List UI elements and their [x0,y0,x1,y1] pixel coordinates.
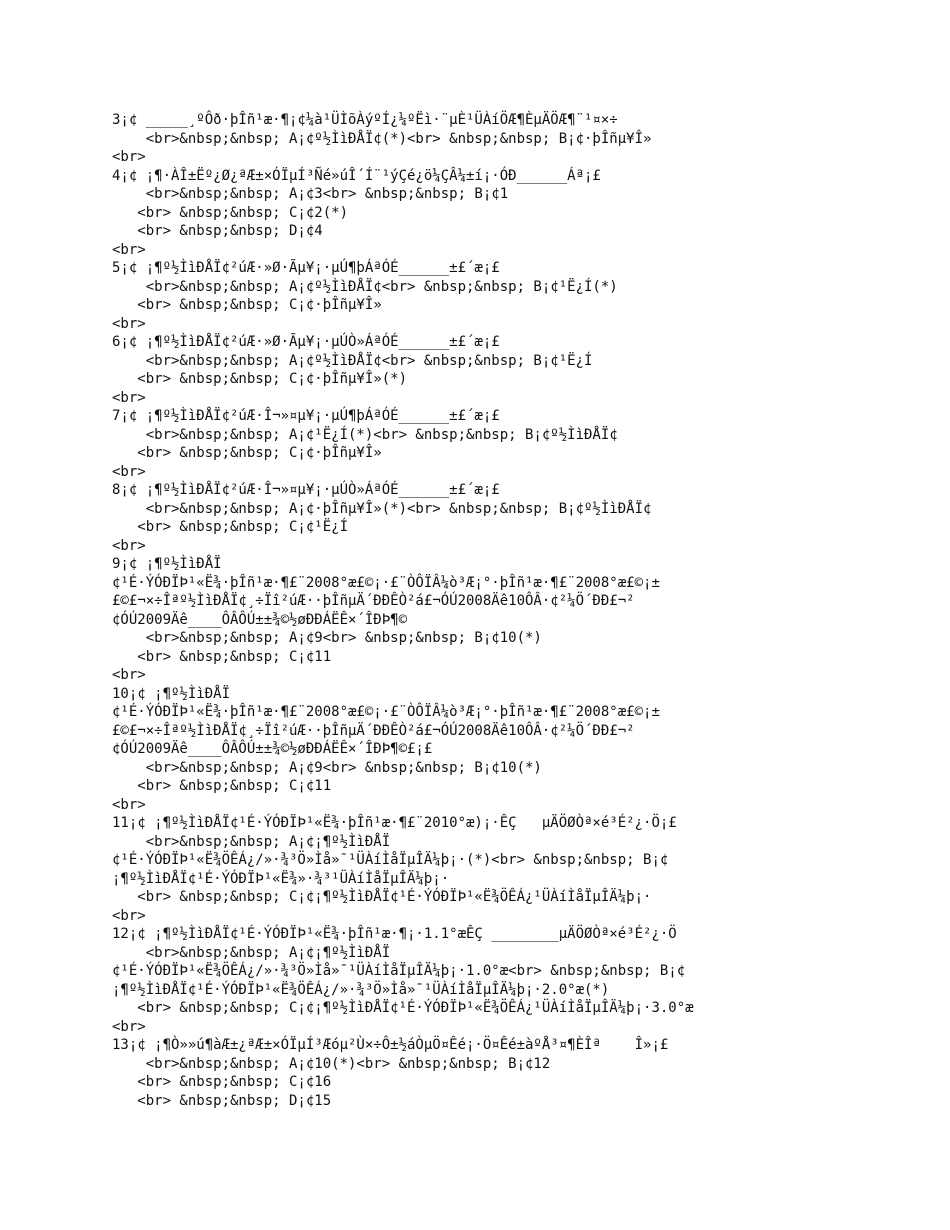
text-line: 7¡¢ ¡¶º½ÌìÐÅÏ¢²úÆ·Î¬»¤µ¥¡·µÚ¶þÁªÓÉ______±£´æ¡£ [112,408,500,424]
text-line: 8¡¢ ¡¶º½ÌìÐÅÏ¢²úÆ·Î¬»¤µ¥¡·µÚÒ»ÁªÓÉ______±£´æ¡£ [112,482,500,498]
text-line: ¢¹É·ÝÓÐÏÞ¹«Ë¾ÖÊÁ¿/»·¾³Ö»Ìå»¯¹ÜÀíÌåÏµÎÄ¼þ¡·(*)<br> &nbsp;&nbsp; B¡¢ [112,852,669,868]
text-line: £©£¬×÷Îªº½ÌìÐÅÏ¢¸÷Ïî²úÆ··þÎñµÄ´ÐÐÊÒ²á£¬ÓÚ2008Äê10ÔÂ·¢²¼Ö´ÐÐ£¬² [112,722,635,739]
text-line: <br> [112,315,146,332]
text-line: <br>&nbsp;&nbsp; A¡¢10(*)<br> &nbsp;&nbsp; B¡¢12 [112,1055,551,1072]
text-line: <br>&nbsp;&nbsp; A¡¢3<br> &nbsp;&nbsp; B¡¢1 [112,186,509,202]
text-line: <br> &nbsp;&nbsp; C¡¢·þÎñµ¥Î» [112,297,382,313]
text-line: <br>&nbsp;&nbsp; A¡¢¡¶º½ÌìÐÅÏ [112,944,391,961]
text-line: ¢¹É·ÝÓÐÏÞ¹«Ë¾·þÎñ¹æ·¶£¨2008°æ£©¡·£¨ÒÔÏÂ¼ò³Æ¡°·þÎñ¹æ·¶£¨2008°æ£©¡± [112,704,660,720]
text-line: <br> &nbsp;&nbsp; C¡¢¡¶º½ÌìÐÅÏ¢¹É·ÝÓÐÏÞ¹«Ë¾ÖÊÁ¿¹ÜÀíÌåÏµÎÄ¼þ¡·3.0°æ [112,1000,694,1016]
text-line: 5¡¢ ¡¶º½ÌìÐÅÏ¢²úÆ·»Ø·Ãµ¥¡·µÚ¶þÁªÓÉ______±£´æ¡£ [112,260,500,276]
text-line: <br>&nbsp;&nbsp; A¡¢º½ÌìÐÅÏ¢(*)<br> &nbsp;&nbsp; B¡¢·þÎñµ¥Î» [112,130,652,147]
text-line: <br> &nbsp;&nbsp; C¡¢11 [112,648,332,665]
text-line: <br> [112,796,146,813]
text-line: ¢¹É·ÝÓÐÏÞ¹«Ë¾·þÎñ¹æ·¶£¨2008°æ£©¡·£¨ÒÔÏÂ¼ò³Æ¡°·þÎñ¹æ·¶£¨2008°æ£©¡± [112,574,660,591]
text-line: ¡¶º½ÌìÐÅÏ¢¹É·ÝÓÐÏÞ¹«Ë¾»·¾³¹ÜÀíÌåÏµÎÄ¼þ¡· [112,870,450,887]
text-line: <br> [112,463,146,480]
text-line: <br>&nbsp;&nbsp; A¡¢¹Ë¿Í(*)<br> &nbsp;&nbsp; B¡¢º½ÌìÐÅÏ¢ [112,426,618,443]
text-line: 9¡¢ ¡¶º½ÌìÐÅÏ [112,556,222,572]
text-line: <br>&nbsp;&nbsp; A¡¢¡¶º½ÌìÐÅÏ [112,833,391,850]
text-line: <br> &nbsp;&nbsp; D¡¢15 [112,1092,332,1109]
text-line: <br> [112,907,146,924]
text-line: <br> [112,537,146,554]
text-line: <br>&nbsp;&nbsp; A¡¢9<br> &nbsp;&nbsp; B¡¢10(*) [112,759,542,776]
text-line: <br> &nbsp;&nbsp; C¡¢11 [112,778,332,794]
text-line: <br>&nbsp;&nbsp; A¡¢9<br> &nbsp;&nbsp; B¡¢10(*) [112,630,542,646]
text-line: <br> &nbsp;&nbsp; C¡¢¹Ë¿Í [112,519,349,535]
text-line: <br>&nbsp;&nbsp; A¡¢·þÎñµ¥Î»(*)<br> &nbsp;&nbsp; B¡¢º½ÌìÐÅÏ¢ [112,500,652,517]
text-line: 13¡¢ ¡¶Ò»»ú¶àÆ±¿ªÆ±×ÓÏµÍ³Æóµ²Ù×÷Ô±½áÒµÖ¤Êé¡·Ö¤Êé±àºÅ³¤¶ÈÎª Î»¡£ [112,1037,669,1053]
text-line: 12¡¢ ¡¶º½ÌìÐÅÏ¢¹É·ÝÓÐÏÞ¹«Ë¾·þÎñ¹æ·¶¡·1.1°æÊÇ ________µÄÖØÒª×é³É²¿·Ö [112,926,677,942]
text-line: ¢ÓÚ2009Äê____ÔÂÔÚ±±¾©½øÐÐÁËÊ×´ÎÐÞ¶©£¡£ [112,741,433,757]
text-line: <br> [112,241,146,258]
text-line: <br> &nbsp;&nbsp; C¡¢16 [112,1074,332,1090]
text-line: <br>&nbsp;&nbsp; A¡¢º½ÌìÐÅÏ¢<br> &nbsp;&nbsp; B¡¢¹Ë¿Í [112,352,593,369]
text-line: <br> &nbsp;&nbsp; C¡¢¡¶º½ÌìÐÅÏ¢¹É·ÝÓÐÏÞ¹«Ë¾ÖÊÁ¿¹ÜÀíÌåÏµÎÄ¼þ¡· [112,889,652,905]
text-line: <br> &nbsp;&nbsp; C¡¢·þÎñµ¥Î»(*) [112,371,408,387]
text-line: <br> &nbsp;&nbsp; D¡¢4 [112,223,323,239]
text-line: 11¡¢ ¡¶º½ÌìÐÅÏ¢¹É·ÝÓÐÏÞ¹«Ë¾·þÎñ¹æ·¶£¨2010°æ)¡·ÊÇ µÄÖØÒª×é³É²¿·Ö¡£ [112,815,677,831]
text-line: £©£¬×÷Îªº½ÌìÐÅÏ¢¸÷Ïî²úÆ··þÎñµÄ´ÐÐÊÒ²á£¬ÓÚ2008Äê10ÔÂ·¢²¼Ö´ÐÐ£¬² [112,593,635,609]
text-line: <br>&nbsp;&nbsp; A¡¢º½ÌìÐÅÏ¢<br> &nbsp;&nbsp; B¡¢¹Ë¿Í(*) [112,278,618,295]
text-line: 4¡¢ ¡¶·ÀÎ±Ëº¿Ø¿ªÆ±×ÓÏµÍ³Ñé»úÎ´Í¨¹ýÇé¿ö¼ÇÂ¼±í¡·ÓÐ______Áª¡£ [112,167,601,184]
text-line: 10¡¢ ¡¶º½ÌìÐÅÏ [112,685,231,702]
text-line: 3¡¢ _____¸ºÔð·þÎñ¹æ·¶¡¢¼à¹ÜÌõÀýºÍ¿¼ºËì·¨µÈ¹ÜÀíÖÆ¶ÈµÄÖÆ¶¨¹¤×÷ [112,112,618,128]
text-line: ¢ÓÚ2009Äê____ÔÂÔÚ±±¾©½øÐÐÁËÊ×´ÎÐÞ¶© [112,611,408,628]
document-body [112,111,932,1110]
text-line: <br> [112,389,146,406]
text-line: <br> &nbsp;&nbsp; C¡¢·þÎñµ¥Î» [112,445,382,461]
text-line: <br> [112,149,146,165]
text-line: ¢¹É·ÝÓÐÏÞ¹«Ë¾ÖÊÁ¿/»·¾³Ö»Ìå»¯¹ÜÀíÌåÏµÎÄ¼þ¡·1.0°æ<br> &nbsp;&nbsp; B¡¢ [112,963,686,979]
text-line: <br> &nbsp;&nbsp; C¡¢2(*) [112,204,349,221]
text-line: ¡¶º½ÌìÐÅÏ¢¹É·ÝÓÐÏÞ¹«Ë¾ÖÊÁ¿/»·¾³Ö»Ìå»¯¹ÜÀíÌåÏµÎÄ¼þ¡·2.0°æ(*) [112,981,610,998]
text-line: <br> [112,1018,146,1035]
text-line: <br> [112,667,146,683]
text-line: 6¡¢ ¡¶º½ÌìÐÅÏ¢²úÆ·»Ø·Ãµ¥¡·µÚÒ»ÁªÓÉ______±£´æ¡£ [112,334,500,350]
